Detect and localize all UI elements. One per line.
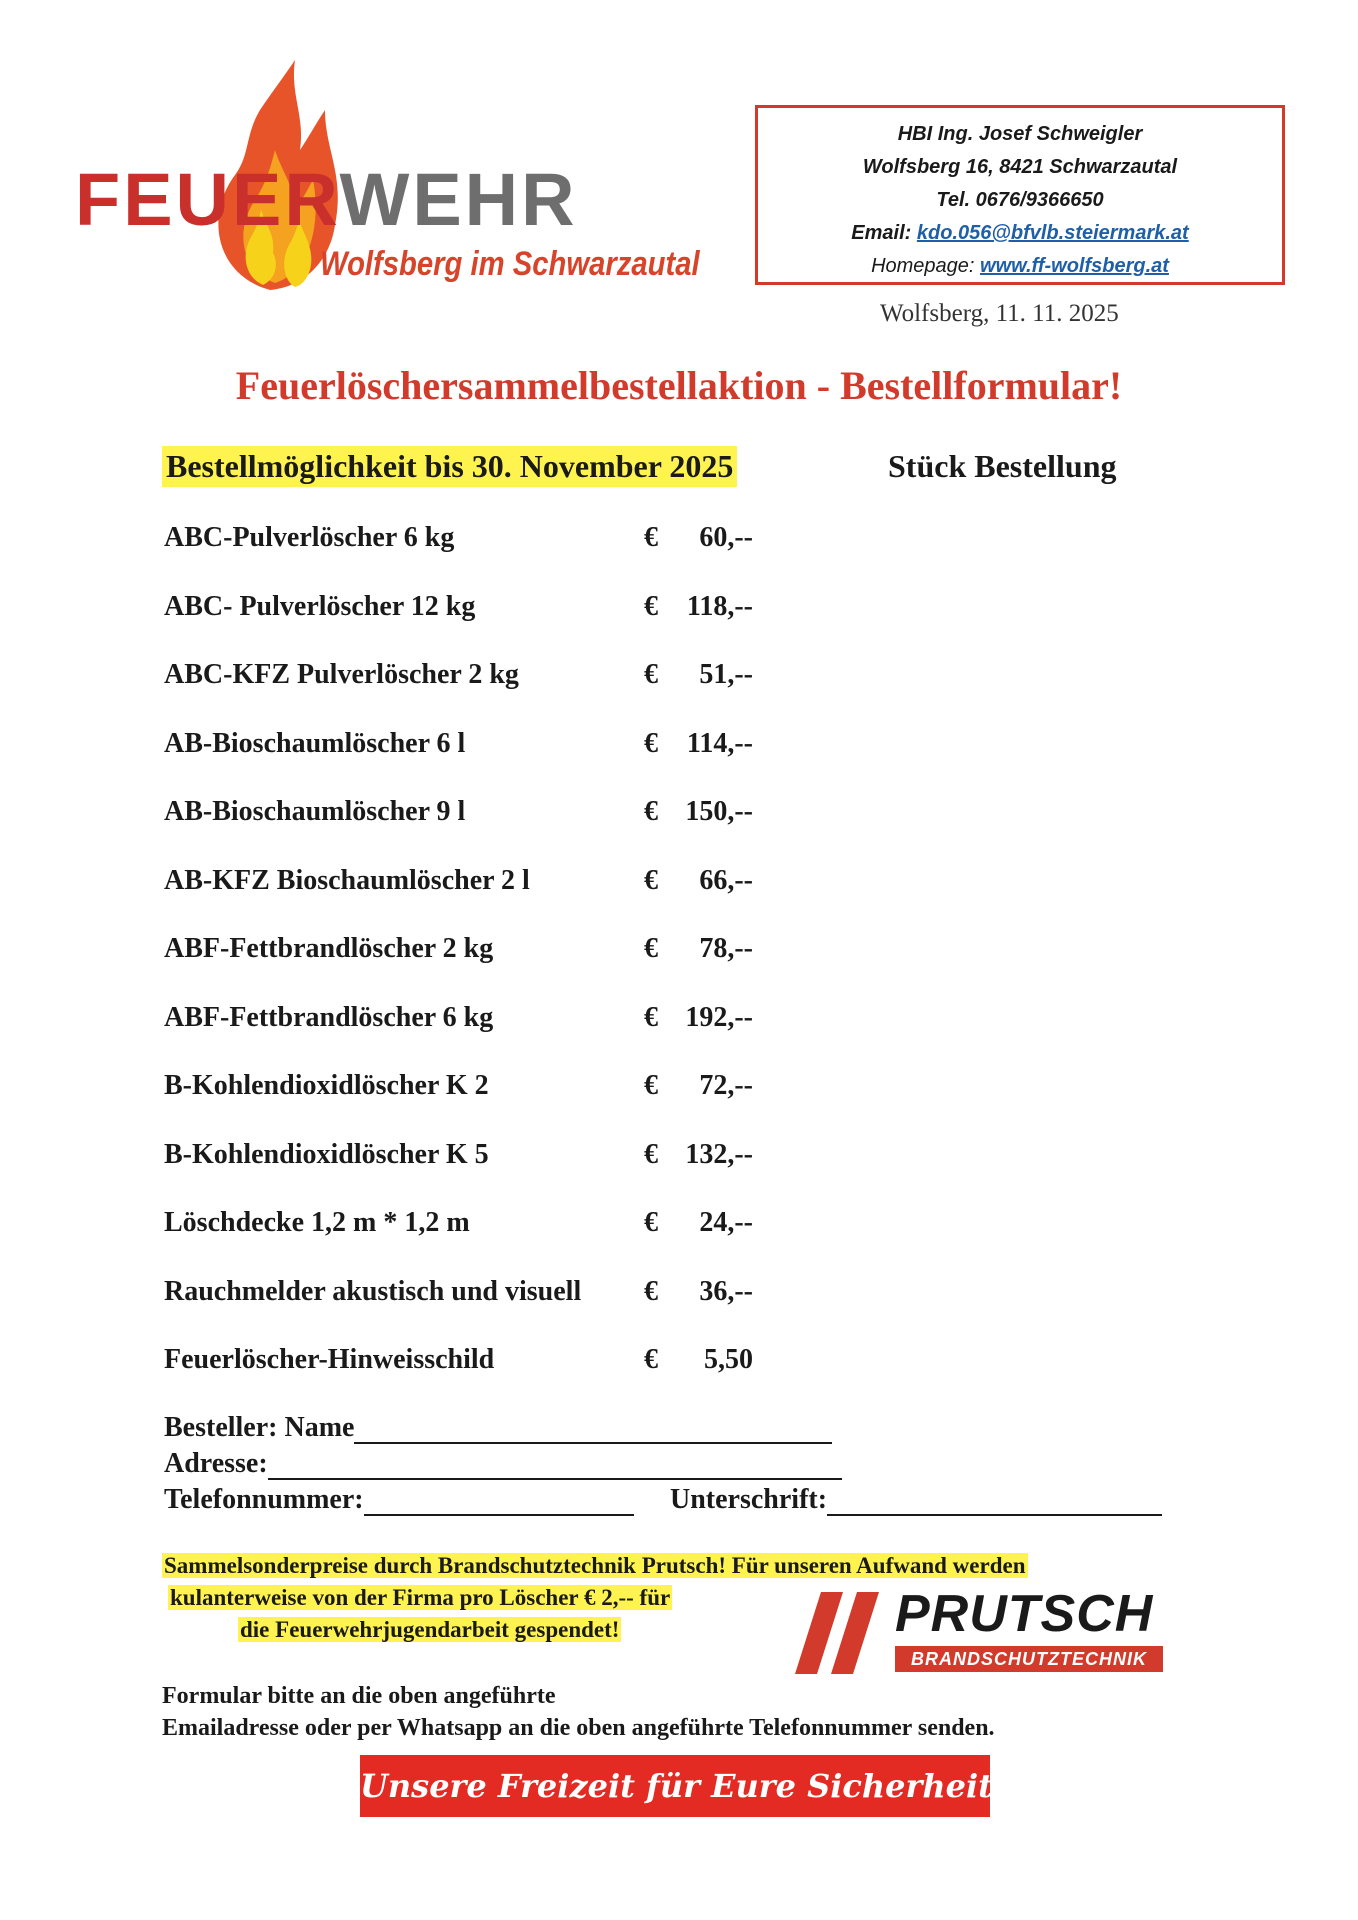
contact-box [755,105,1285,285]
email-link[interactable]: kdo.056@bfvlb.steiermark.at [916,222,1189,244]
product-list [164,512,864,1403]
page-title: Feuerlöschersammelbestellaktion - Bestellformular! [235,363,1123,408]
list-item: B-Kohlendioxidlöscher K 2 € 72,-- [164,1070,753,1101]
name-field-row [164,1412,832,1444]
contact-address: Wolfsberg 16, 8421 Schwarzautal [862,156,1178,178]
prutsch-bars-icon [795,1592,885,1674]
feuerwehr-logo [75,55,735,305]
prutsch-logo [795,1585,1175,1674]
contact-name: HBI Ing. Josef Schweigler [897,123,1143,145]
quantity-column-header: Stück Bestellung [888,448,1117,484]
signature-field-row [670,1484,1162,1516]
list-item: ABC- Pulverlöscher 12 kg € 118,-- [164,590,753,622]
list-item: ABC-Pulverlöscher 6 kg € 60,-- [164,522,753,553]
logo-subtitle: Wolfsberg im Schwarzautal [320,245,700,283]
phone-field-row [164,1484,634,1516]
logo-wordmark: FEUERWEHR [75,158,578,241]
address-field[interactable] [268,1448,842,1480]
list-item: Feuerlöscher-Hinweisschild € 5,50 [164,1344,753,1375]
list-item: ABF-Fettbrandlöscher 2 kg € 78,-- [164,933,753,964]
motto-banner: Unsere Freizeit für Eure Sicherheit! [360,1755,990,1817]
name-label: Besteller: Name [164,1412,355,1443]
signature-label: Unterschrift: [670,1484,828,1515]
contact-email-row [758,217,1282,250]
phone-field[interactable] [364,1484,634,1516]
send-instructions: Formular bitte an die oben angeführte Emailadresse oder per Whatsapp an die oben angeführte Telefonnummer senden. [162,1683,995,1741]
signature-field[interactable] [827,1484,1162,1516]
address-field-row [164,1448,842,1480]
email-label: Email: [851,222,912,244]
address-label: Adresse: [164,1448,268,1479]
phone-label: Telefonnummer: [164,1484,364,1515]
list-item: AB-Bioschaumlöscher 9 l € 150,-- [164,796,753,827]
prutsch-name: PRUTSCH [895,1585,1154,1643]
name-field[interactable] [354,1412,832,1444]
homepage-link[interactable]: www.ff-wolfsberg.at [980,255,1169,277]
contact-phone: Tel. 0676/9366650 [936,189,1104,211]
document-date: Wolfsberg, 11. 11. 2025 [880,300,1119,327]
list-item: B-Kohlendioxidlöscher K 5 € 132,-- [164,1138,753,1170]
deadline-banner: Bestellmöglichkeit bis 30. November 2025 [162,446,737,487]
prutsch-tagline: BRANDSCHUTZTECHNIK [895,1646,1163,1672]
list-item: Löschdecke 1,2 m * 1,2 m € 24,-- [164,1207,753,1238]
list-item: ABC-KFZ Pulverlöscher 2 kg € 51,-- [164,659,753,690]
homepage-label: Homepage: [871,255,975,277]
sponsor-note: Sammelsonderpreise durch Brandschutztechnik Prutsch! Für unseren Aufwand werden kulanterweise von der Firma pro Löscher € 2,-- für die Feuerwehrjugendarbeit gespendet! [164,1553,1026,1642]
list-item: ABF-Fettbrandlöscher 6 kg € 192,-- [164,1001,753,1033]
list-item: AB-Bioschaumlöscher 6 l € 114,-- [164,727,753,759]
contact-homepage-row [758,250,1282,283]
list-item: AB-KFZ Bioschaumlöscher 2 l € 66,-- [164,864,753,896]
list-item: Rauchmelder akustisch und visuell € 36,-- [164,1275,753,1307]
